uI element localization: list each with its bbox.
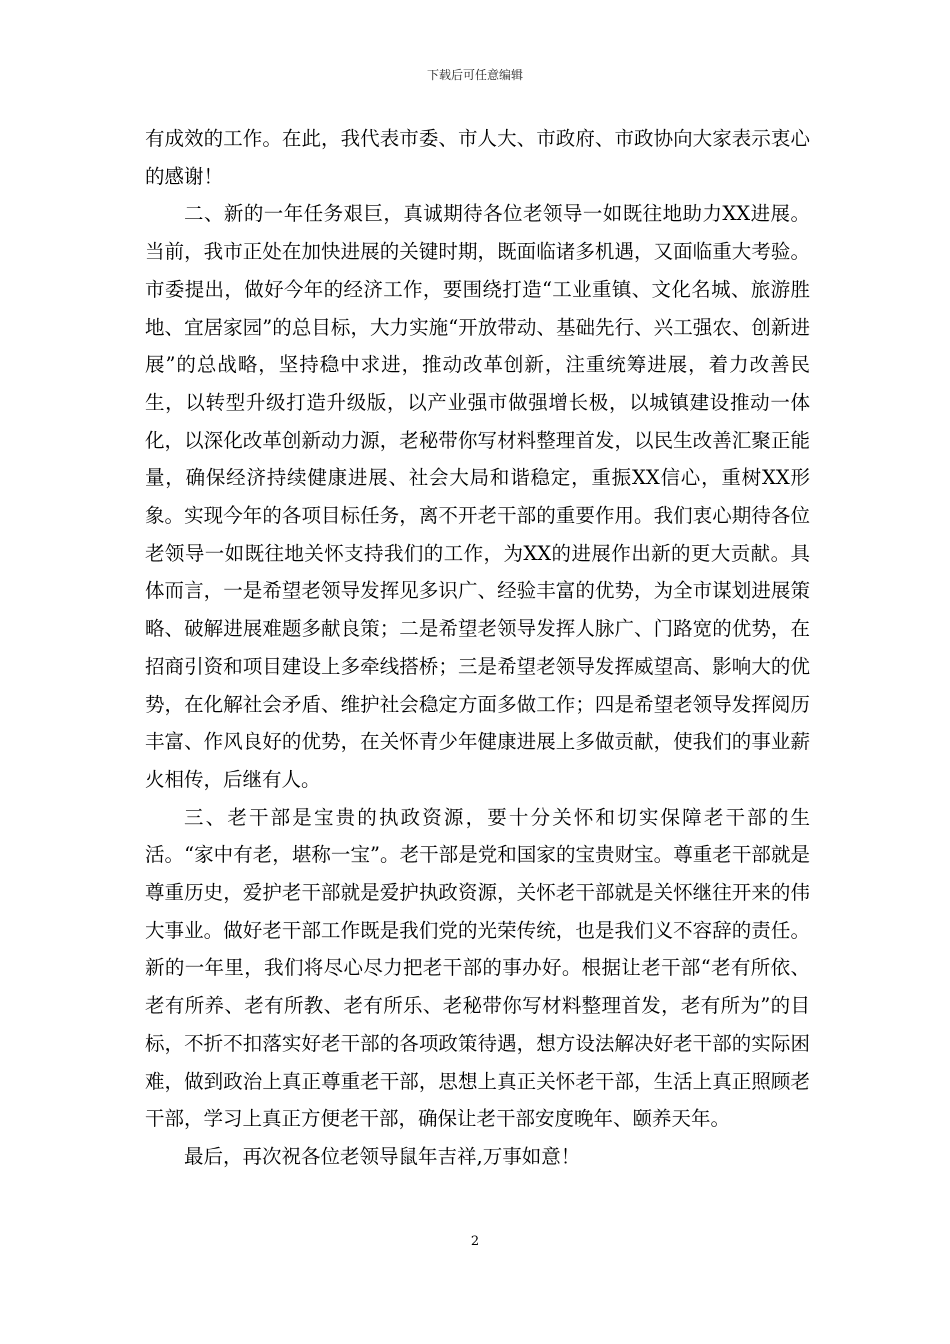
paragraph-thanks: 有成效的工作。在此，我代表市委、市人大、市政府、市政协向大家表示衷心的感谢！ — [145, 127, 810, 188]
document-body — [145, 120, 810, 1176]
paragraph-closing: 最后，再次祝各位老领导鼠年吉祥,万事如意！ — [184, 1144, 581, 1168]
page-number: 2 — [470, 1234, 480, 1249]
paragraph-section-two: 二、新的一年任务艰巨，真诚期待各位老领导一如既往地助力XX进展。当前，我市正处在加快进展的关键时期，既面临诸多机遇，又面临重大考验。市委提出，做好今年的经济工作，要围绕打造“工业重镇、文化名城、旅游胜地、宜居家园”的总目标，大力实施“开放带动、基础先行、兴工强农、创新进展”的总战略，坚持稳中求进，推动改革创新，注重统筹进展，着力改善民生，以转型升级打造升级版，以产业强市做强增长极，以城镇建设推动一体化，以深化改革创新动力源，老秘带你写材料整理首发，以民生改善汇聚正能量，确保经济持续健康进展、社会大局和谐稳定，重振XX信心，重树XX形象。实现今年的各项目标任务，离不开老干部的重要作用。我们衷心期待各位老领导一如既往地关怀支持我们的工作，为XX的进展作出新的更大贡献。具体而言，一是希望老领导发挥见多识广、经验丰富的优势，为全市谋划进展策略、破解进展难题多献良策；二是希望老领导发挥人脉广、门路宽的优势，在招商引资和项目建设上多牵线搭桥；三是希望老领导发挥威望高、影响大的优势，在化解社会矛盾、维护社会稳定方面多做工作；四是希望老领导发挥阅历丰富、作风良好的优势，在关怀青少年健康进展上多做贡献，使我们的事业薪火相传，后继有人。 — [145, 202, 810, 791]
paragraph-section-three: 三、老干部是宝贵的执政资源，要十分关怀和切实保障老干部的生活。“家中有老，堪称一宝”。老干部是党和国家的宝贵财宝。尊重老干部就是尊重历史，爱护老干部就是爱护执政资源，关怀老干部就是关怀继往开来的伟大事业。做好老干部工作既是我们党的光荣传统，也是我们义不容辞的责任。新的一年里，我们将尽心尽力把老干部的事办好。根据让老干部“老有所依、老有所养、老有所教、老有所乐、老秘带你写材料整理首发，老有所为”的目标，不折不扣落实好老干部的各项政策待遇，想方设法解决好老干部的实际困难，做到政治上真正尊重老干部，思想上真正关怀老干部，生活上真正照顾老干部，学习上真正方便老干部，确保让老干部安度晚年、颐养天年。 — [145, 805, 810, 1131]
page-header: 下载后可任意编辑 — [426, 68, 523, 82]
